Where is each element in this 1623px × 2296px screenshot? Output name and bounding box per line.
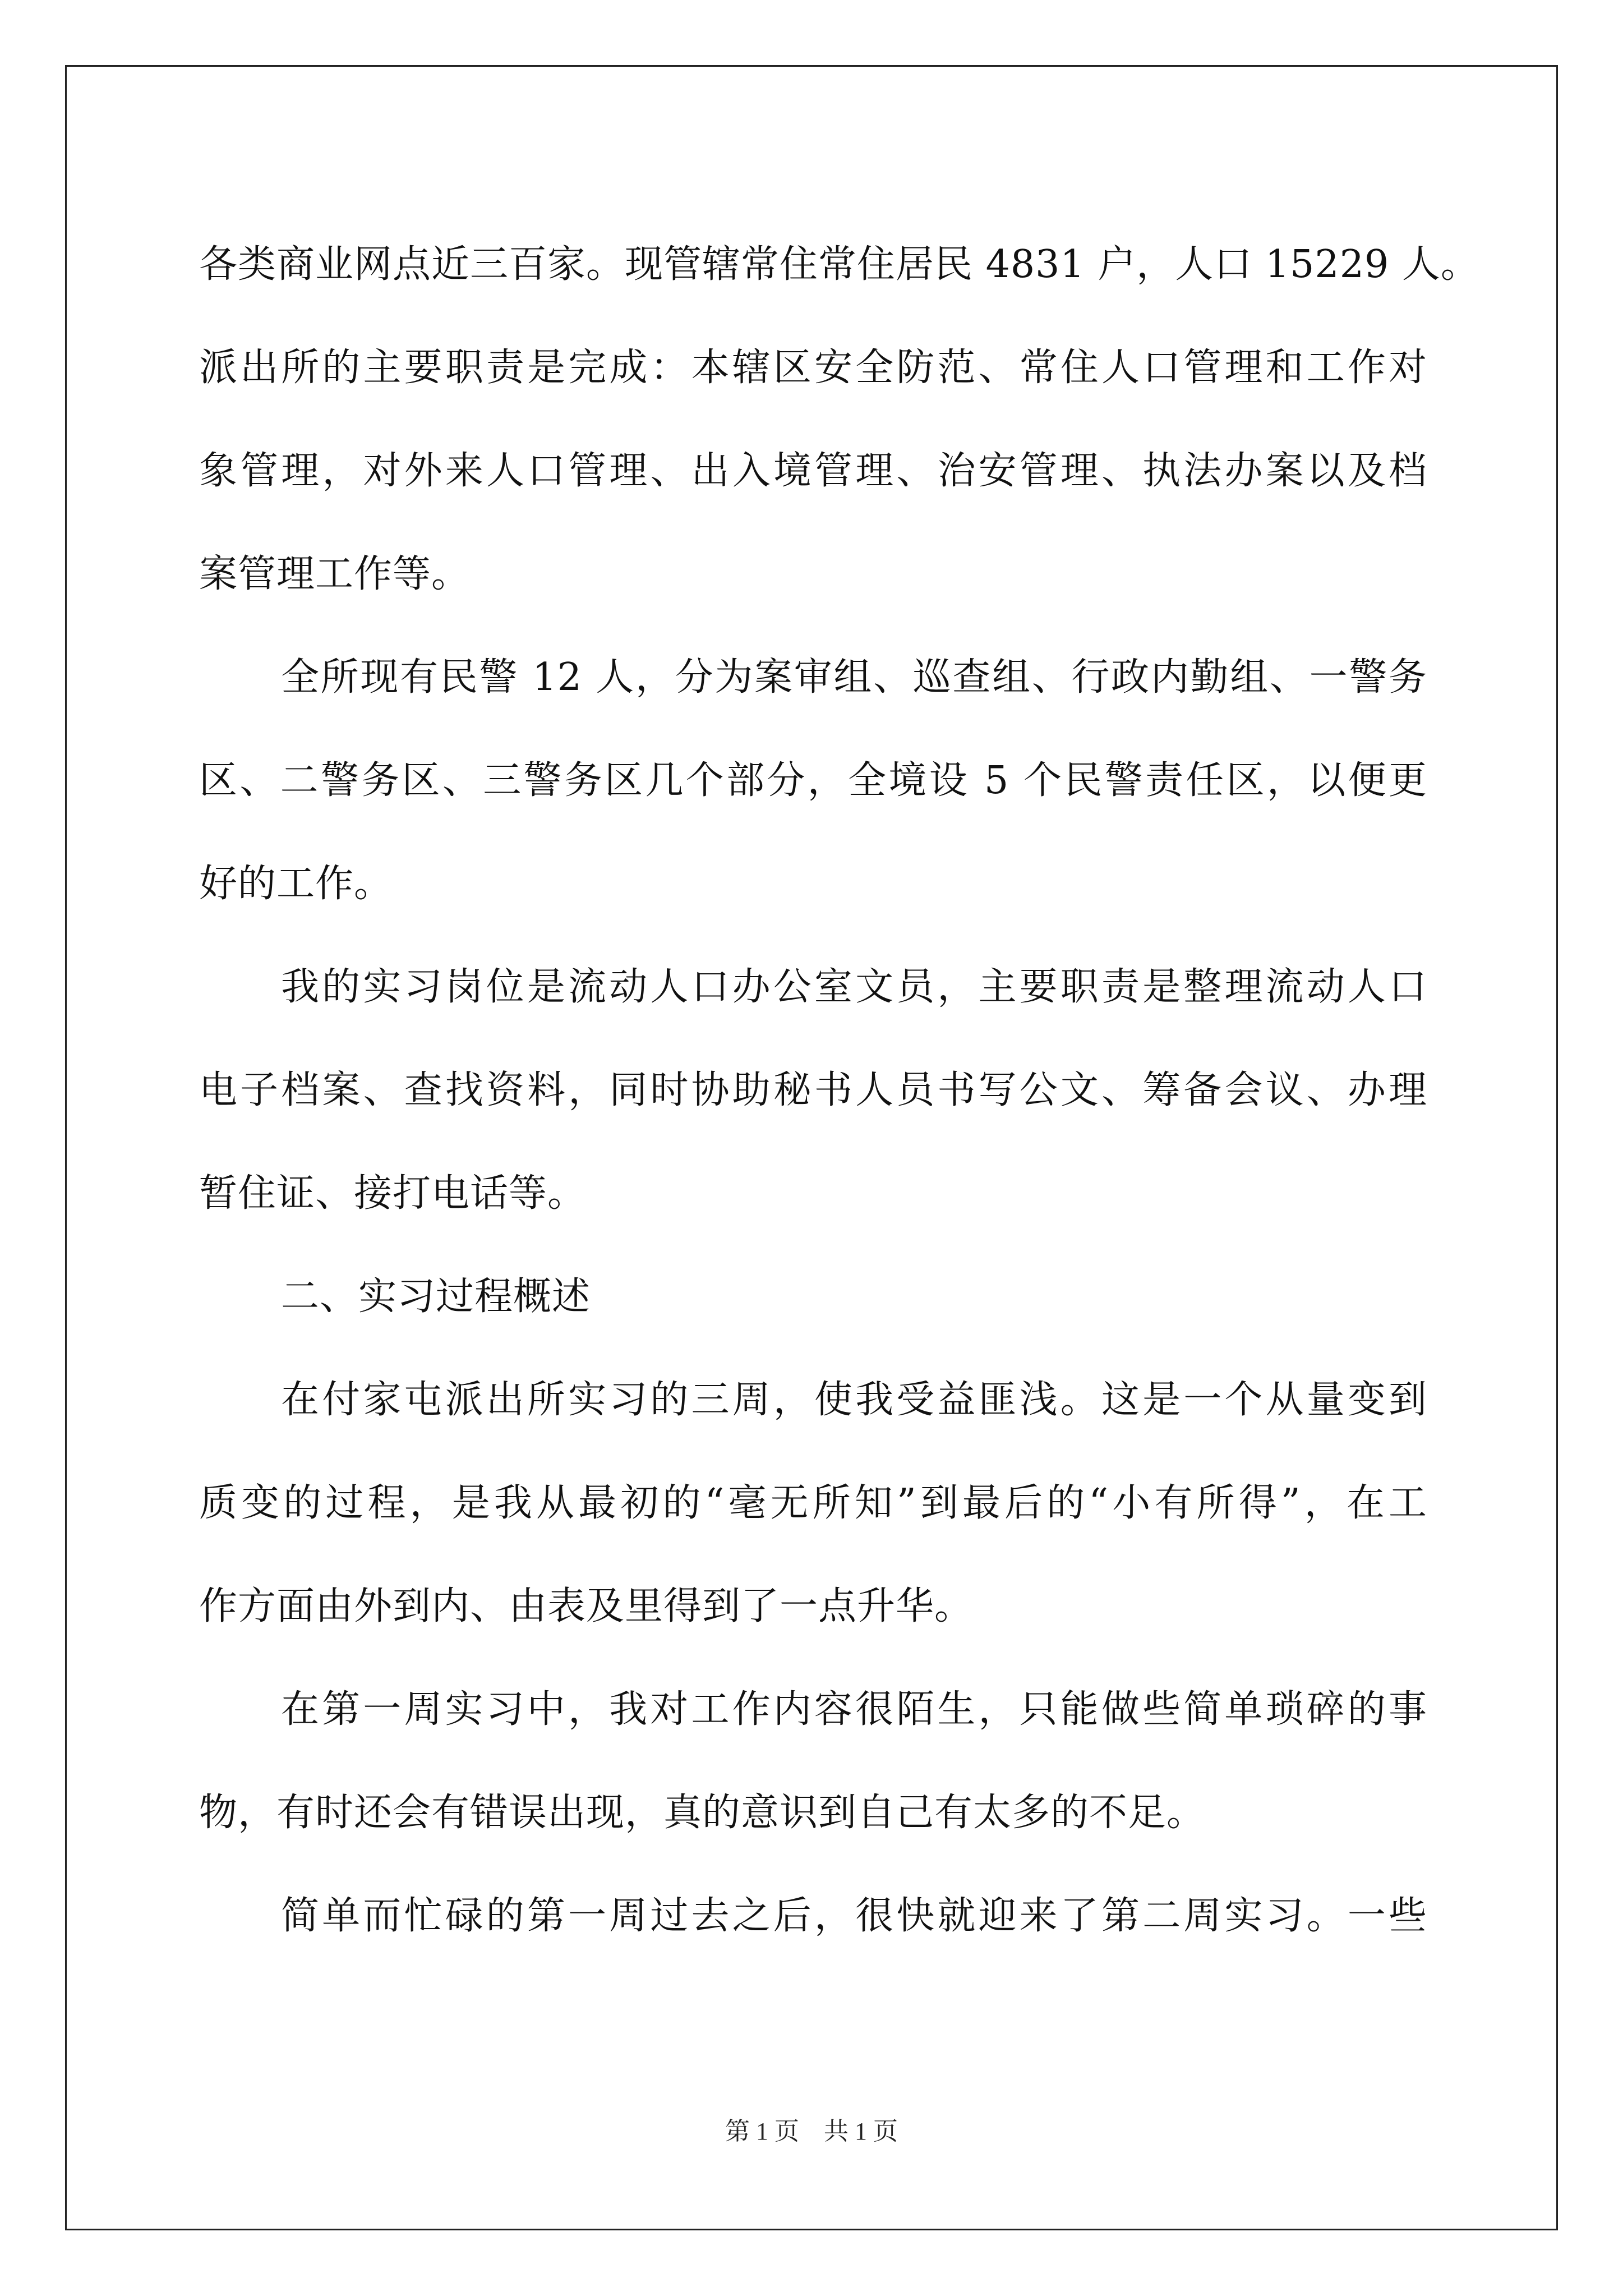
text-line: 在付家屯派出所实习的三周，使我受益匪浅。这是一个从量变到 <box>281 1378 1427 1422</box>
text-line: 作方面由外到内、由表及里得到了一点升华。 <box>199 1584 974 1628</box>
text-line: 简单而忙碌的第一周过去之后，很快就迎来了第二周实习。一些 <box>281 1894 1427 1938</box>
paragraph <box>199 936 1427 1245</box>
text-line: 象管理，对外来人口管理、出入境管理、治安管理、执法办案以及档 <box>199 449 1427 493</box>
text-line: 好的工作。 <box>199 862 393 906</box>
text-line: 派出所的主要职责是完成：本辖区安全防范、常住人口管理和工作对 <box>199 346 1427 390</box>
text-line: 我的实习岗位是流动人口办公室文员，主要职责是整理流动人口 <box>281 965 1427 1009</box>
section-heading <box>199 1245 1427 1349</box>
text-line: 物，有时还会有错误出现，真的意识到自己有太多的不足。 <box>199 1791 1206 1835</box>
paragraph <box>199 626 1427 936</box>
paragraph <box>199 1658 1427 1865</box>
text-line: 质变的过程，是我从最初的“毫无所知”到最后的“小有所得”，在工 <box>199 1481 1427 1525</box>
paragraph <box>199 1349 1427 1658</box>
text-line: 各类商业网点近三百家。现管辖常住常住居民 4831 户，人口 15229 人。 <box>199 242 1479 287</box>
text-line: 暂住证、接打电话等。 <box>199 1171 587 1216</box>
text-line: 全所现有民警 12 人，分为案审组、巡查组、行政内勤组、一警务 <box>281 655 1427 700</box>
text-line: 案管理工作等。 <box>199 552 471 596</box>
paragraph <box>199 213 1479 626</box>
heading-line: 二、实习过程概述 <box>281 1274 591 1319</box>
page-number-footer: 第 1 页 共 1 页 <box>725 2118 898 2145</box>
paragraph <box>199 1865 1427 1968</box>
text-line: 区、二警务区、三警务区几个部分，全境设 5 个民警责任区，以便更 <box>199 758 1427 803</box>
document-body <box>199 213 1479 1968</box>
text-line: 在第一周实习中，我对工作内容很陌生，只能做些简单琐碎的事 <box>281 1687 1427 1732</box>
text-line: 电子档案、查找资料，同时协助秘书人员书写公文、筹备会议、办理 <box>199 1068 1427 1112</box>
